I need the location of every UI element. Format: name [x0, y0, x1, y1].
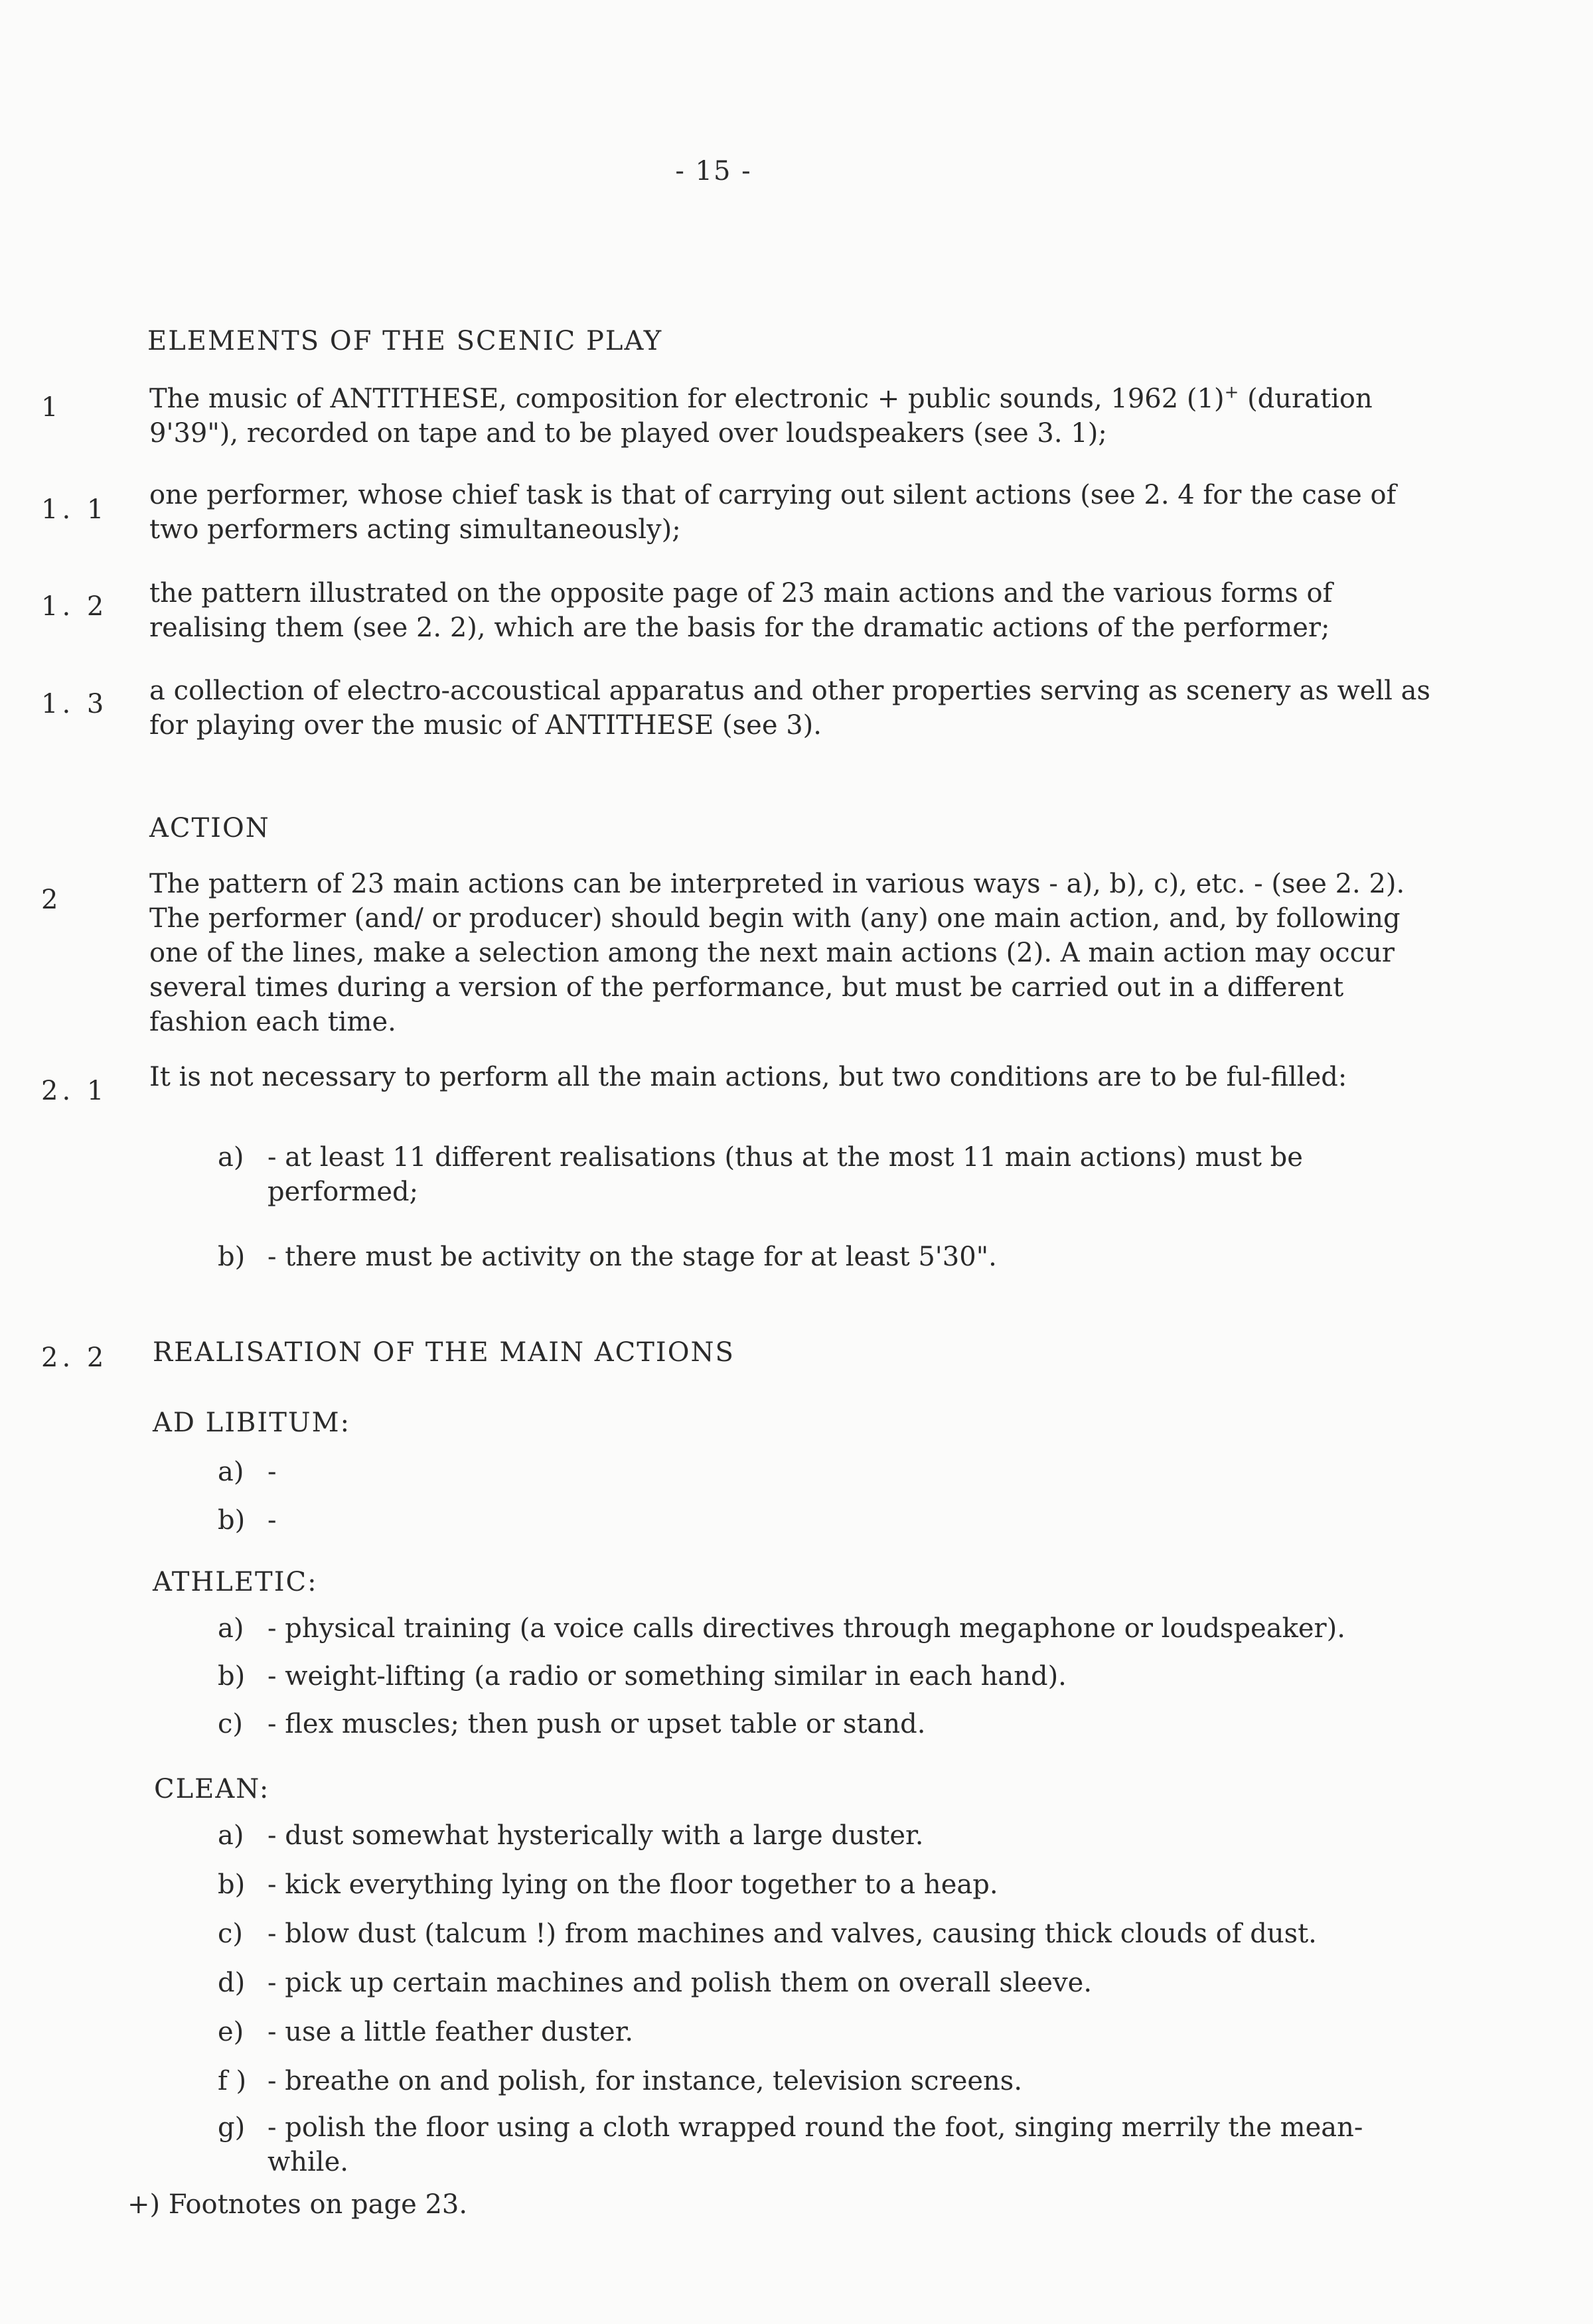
action-letter: b) — [218, 1661, 246, 1692]
item-text: It is not necessary to perform all the main actions, but two conditions are to be ful-filled: — [149, 1062, 1347, 1092]
condition-text: - there must be activity on the stage for at least 5'30". — [267, 1242, 997, 1272]
action-text: - weight-lifting (a radio or something similar in each hand). — [267, 1661, 1067, 1692]
item-number: 2. 1 — [41, 1076, 108, 1106]
page-number: - 15 - — [675, 156, 752, 186]
item-text — [149, 382, 1437, 451]
item-number: 1. 1 — [41, 494, 108, 525]
action-text: - pick up certain machines and polish them on overall sleeve. — [267, 1968, 1093, 1998]
action-text: - flex muscles; then push or upset table or stand. — [267, 1709, 926, 1739]
condition-letter: b) — [218, 1242, 246, 1272]
item-number: 2 — [41, 885, 62, 915]
action-letter: a) — [218, 1457, 244, 1487]
action-text: - — [267, 1505, 277, 1536]
footnote-marker: + — [1224, 382, 1239, 403]
action-item — [218, 2064, 1452, 2098]
action-text: - breathe on and polish, for instance, television screens. — [267, 2066, 1023, 2096]
action-item — [218, 2110, 1452, 2179]
item-number: 2. 2 — [41, 1343, 108, 1373]
item-number: 1. 2 — [41, 591, 108, 622]
action-letter: f ) — [218, 2066, 247, 2096]
action-letter: e) — [218, 2017, 244, 2047]
action-text: - dust somewhat hysterically with a large duster. — [267, 1820, 924, 1851]
action-item — [218, 1611, 1452, 1646]
action-text: - use a little feather duster. — [267, 2017, 634, 2047]
action-item — [218, 1455, 1452, 1489]
item-text: the pattern illustrated on the opposite page of 23 main actions and the various forms of realising them (see 2. 2), which are the basis for the dramatic actions of the performer; — [149, 578, 1333, 643]
action-text: - blow dust (talcum !) from machines and valves, causing thick clouds of dust. — [267, 1919, 1317, 1949]
item-text-part: The music of ANTITHESE, composition for electronic + public sounds, 1962 (1) — [149, 384, 1225, 414]
category-label-ad-libitum: AD LIBITUM: — [153, 1408, 351, 1438]
item-text-part: (duration 9'39"), recorded on tape and to be played over loudspeakers (see 3. 1); — [149, 384, 1373, 449]
action-item — [218, 2015, 1452, 2049]
action-text: - kick everything lying on the floor together to a heap. — [267, 1869, 998, 1900]
category-label-clean: CLEAN: — [154, 1774, 270, 1804]
item-number: 1 — [41, 392, 62, 423]
action-item — [218, 1917, 1452, 1951]
action-letter: c) — [218, 1709, 244, 1739]
action-text: - physical training (a voice calls directives through megaphone or loudspeaker). — [267, 1613, 1345, 1644]
action-letter: d) — [218, 1968, 246, 1998]
action-letter: a) — [218, 1820, 244, 1851]
footnote: +) Footnotes on page 23. — [127, 2189, 468, 2220]
action-letter: a) — [218, 1613, 244, 1644]
action-item — [218, 1966, 1452, 2000]
section-heading-action: ACTION — [149, 813, 270, 843]
item-number: 1. 3 — [41, 689, 108, 719]
action-letter: b) — [218, 1505, 246, 1536]
action-item — [218, 1503, 1452, 1538]
action-item — [218, 1707, 1452, 1741]
category-label-athletic: ATHLETIC: — [153, 1567, 318, 1597]
item-text: a collection of electro-accoustical apparatus and other properties serving as scenery as well as for playing over the music of ANTITHESE (see 3). — [149, 676, 1431, 741]
action-letter: g) — [218, 2112, 246, 2143]
item-text: one performer, whose chief task is that of carrying out silent actions (see 2. 4 for the case of two performers acting simultaneously); — [149, 480, 1397, 545]
item-text: The pattern of 23 main actions can be interpreted in various ways - a), b), c), etc. - (see 2. 2). The performer (and/ or producer) should begin with (any) one main action, and, by following one of the lines, make a selection among the next main actions (2). A main action may occur several times during a version of the performance, but must be carried out in a different fashion each time. — [149, 869, 1405, 1037]
action-text: - polish the floor using a cloth wrapped round the foot, singing merrily the mean-while. — [267, 2112, 1363, 2177]
action-item — [218, 1659, 1452, 1694]
section-heading-elements: ELEMENTS OF THE SCENIC PLAY — [147, 326, 663, 356]
action-item — [218, 1867, 1452, 1902]
section-heading-realisation: REALISATION OF THE MAIN ACTIONS — [153, 1337, 735, 1368]
condition-text: - at least 11 different realisations (thus at the most 11 main actions) must be performed; — [267, 1142, 1303, 1207]
condition-letter: a) — [218, 1142, 244, 1173]
action-letter: c) — [218, 1919, 244, 1949]
action-item — [218, 1818, 1452, 1853]
condition-item — [218, 1240, 1452, 1274]
action-text: - — [267, 1457, 277, 1487]
condition-item — [218, 1140, 1452, 1209]
action-letter: b) — [218, 1869, 246, 1900]
